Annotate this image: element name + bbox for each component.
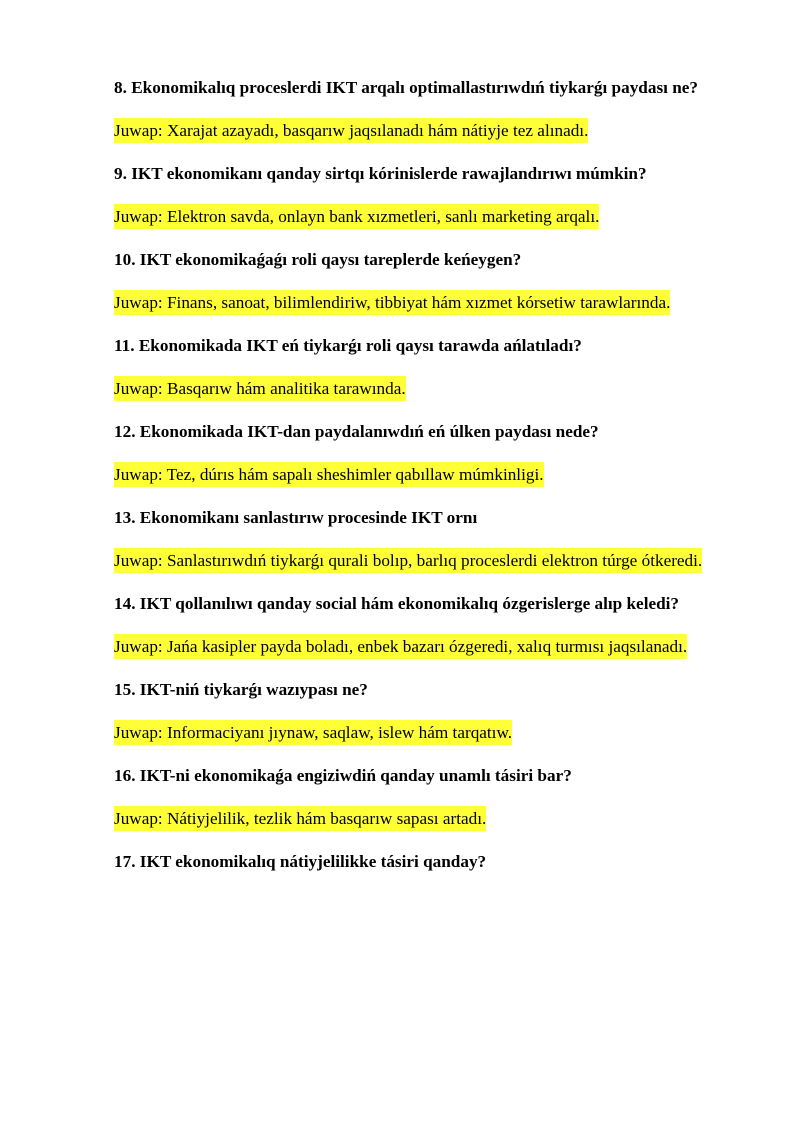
question-13: 13. Ekonomikanı sanlastırıw procesinde IKT ornı xyxy=(114,508,478,527)
answer-14 xyxy=(114,631,705,663)
answer-12 xyxy=(114,459,705,491)
document-page xyxy=(114,72,705,889)
answer-11-text: Juwap: Basqarıw hám analitika tarawında. xyxy=(114,376,406,401)
answer-8-text: Juwap: Xarajat azayadı, basqarıw jaqsılanadı hám nátiyje tez alınadı. xyxy=(114,118,588,143)
answer-15-text: Juwap: Informaciyanı jıynaw, saqlaw, islew hám tarqatıw. xyxy=(114,720,512,745)
answer-16 xyxy=(114,803,705,835)
answer-11 xyxy=(114,373,705,405)
question-11: 11. Ekonomikada IKT eń tiykarǵı roli qaysı tarawda ańlatıladı? xyxy=(114,336,582,355)
question-15: 15. IKT-niń tiykarǵı wazıypası ne? xyxy=(114,680,368,699)
question-14: 14. IKT qollanılıwı qanday social hám ekonomikalıq ózgerislerge alıp keledi? xyxy=(114,594,680,613)
question-17: 17. IKT ekonomikalıq nátiyjelilikke tásiri qanday? xyxy=(114,852,487,871)
answer-13 xyxy=(114,545,705,577)
answer-8 xyxy=(114,115,705,147)
answer-9 xyxy=(114,201,705,233)
question-16: 16. IKT-ni ekonomikaǵa engiziwdiń qanday unamlı tásiri bar? xyxy=(114,766,572,785)
question-10: 10. IKT ekonomikaǵaǵı roli qaysı tareplerde keńeygen? xyxy=(114,250,522,269)
question-8: 8. Ekonomikalıq proceslerdi IKT arqalı optimallastırıwdıń tiykarǵı paydası ne? xyxy=(114,78,698,97)
answer-15 xyxy=(114,717,705,749)
answer-13-text: Juwap: Sanlastırıwdıń tiykarǵı qurali bolıp, barlıq proceslerdi elektron túrge ótkeredi. xyxy=(114,548,702,573)
question-9: 9. IKT ekonomikanı qanday sirtqı kórinislerde rawajlandırıwı múmkin? xyxy=(114,164,647,183)
answer-14-text: Juwap: Jańa kasipler payda boladı, enbek bazarı ózgeredi, xalıq turmısı jaqsılanadı. xyxy=(114,634,687,659)
answer-12-text: Juwap: Tez, dúrıs hám sapalı sheshimler qabıllaw múmkinligi. xyxy=(114,462,544,487)
answer-10 xyxy=(114,287,705,319)
answer-10-text: Juwap: Finans, sanoat, bilimlendiriw, tibbiyat hám xızmet kórsetiw tarawlarında. xyxy=(114,290,670,315)
answer-16-text: Juwap: Nátiyjelilik, tezlik hám basqarıw sapası artadı. xyxy=(114,806,486,831)
question-12: 12. Ekonomikada IKT-dan paydalanıwdıń eń úlken paydası nede? xyxy=(114,422,599,441)
answer-9-text: Juwap: Elektron savda, onlayn bank xızmetleri, sanlı marketing arqalı. xyxy=(114,204,599,229)
